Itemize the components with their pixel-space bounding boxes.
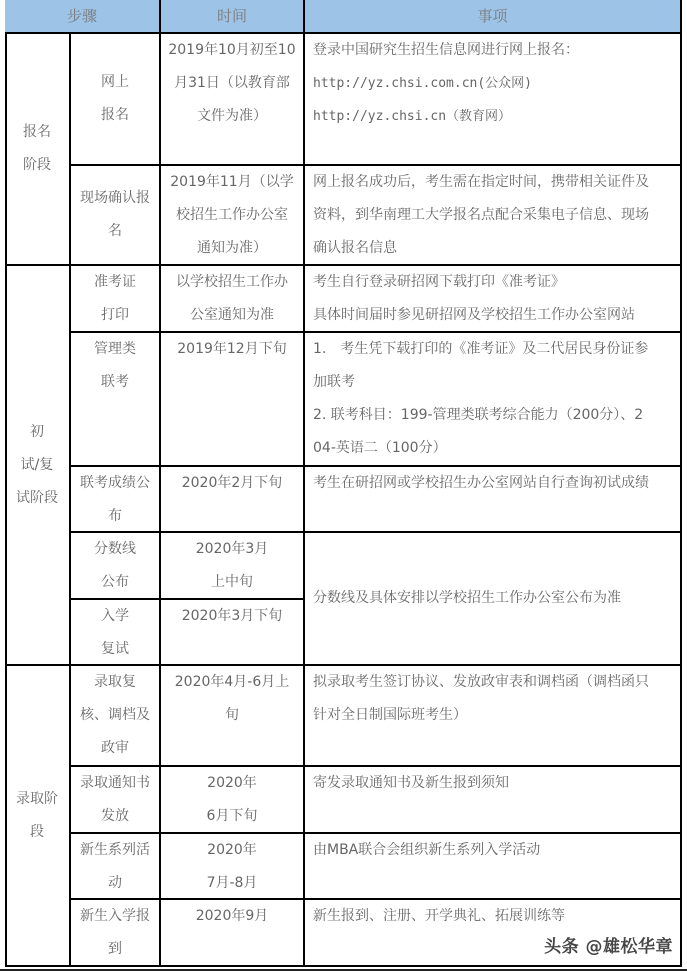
step-label-line: 报名 xyxy=(101,107,129,123)
table-left-border xyxy=(5,32,7,967)
step-label-line: 公布 xyxy=(101,574,129,590)
step-score-release xyxy=(71,467,161,533)
phase-label-line: 初 xyxy=(30,423,44,440)
time-offer-letter xyxy=(161,767,305,834)
step-label-line: 动 xyxy=(108,875,122,891)
time-online-registration xyxy=(161,34,305,166)
time-line: 2020年4月-6月上 xyxy=(174,674,290,690)
items-admission-review xyxy=(305,666,682,767)
time-line: 6月下旬 xyxy=(206,808,258,824)
step-label-line: 现场确认报 xyxy=(80,190,150,206)
step-label-line: 打印 xyxy=(101,307,129,323)
items-freshman-activities xyxy=(305,834,682,900)
phase-exam xyxy=(5,266,71,666)
admissions-schedule-table xyxy=(5,0,682,967)
time-line: 旬 xyxy=(225,707,239,723)
phase-label-line: 试阶段 xyxy=(16,489,58,506)
time-line: 2020年3月下旬 xyxy=(181,608,283,624)
step-online-registration xyxy=(71,34,161,166)
item-line: 拟录取考生签订协议、发放政审表和调档函（调档函只 xyxy=(313,674,649,690)
time-joint-exam xyxy=(161,333,305,467)
time-line: 以学校招生工作办 xyxy=(176,274,288,290)
item-line: 资料，到华南理工大学报名点配合采集电子信息、现场 xyxy=(313,207,649,223)
item-line: 由MBA联合会组织新生系列入学活动 xyxy=(313,842,541,858)
item-line: 寄发录取通知书及新生报到须知 xyxy=(313,775,509,791)
items-online-registration xyxy=(305,34,682,166)
step-label-line: 网上 xyxy=(101,74,129,90)
time-line: 2020年2月下旬 xyxy=(181,475,283,491)
step-admission-ticket xyxy=(71,266,161,333)
time-onsite-confirmation xyxy=(161,166,305,266)
phase-label-line: 试/复 xyxy=(20,456,54,473)
step-label-line: 联考 xyxy=(101,374,129,390)
phase-label-line: 段 xyxy=(30,823,44,840)
time-line: 2019年11月（以学 xyxy=(170,174,294,190)
step-admission-review xyxy=(71,666,161,767)
time-line: 通知为准） xyxy=(197,240,267,256)
items-admission-ticket xyxy=(305,266,682,333)
time-freshman-activities xyxy=(161,834,305,900)
item-line: 新生报到、注册、开学典礼、拓展训练等 xyxy=(313,908,565,924)
phase-registration xyxy=(5,34,71,266)
items-cutoff-and-retest xyxy=(305,533,682,666)
items-score-release xyxy=(305,467,682,533)
watermark: 头条 @雄松华章 xyxy=(544,937,673,957)
time-admission-ticket xyxy=(161,266,305,333)
step-label-line: 核、调档及 xyxy=(80,707,150,723)
phase-label-line: 录取阶 xyxy=(16,790,58,807)
step-enrollment xyxy=(71,900,161,967)
time-line: 月31日（以教育部 xyxy=(174,75,290,91)
time-score-release xyxy=(161,467,305,533)
item-line: 网上报名成功后，考生需在指定时间，携带相关证件及 xyxy=(313,174,649,190)
item-line: 登录中国研究生招生信息网进行网上报名： xyxy=(313,42,579,58)
step-label-line: 录取复 xyxy=(94,674,136,690)
item-line: 加联考 xyxy=(313,374,355,390)
step-label-line: 到 xyxy=(108,941,122,957)
header-items: 事项 xyxy=(305,0,682,34)
item-line: 考生在研招网或学校招生办公室网站自行查询初试成绩 xyxy=(313,475,649,491)
time-line: 7月-8月 xyxy=(206,875,258,891)
time-retest xyxy=(161,600,305,666)
item-line: 04-英语二（100分） xyxy=(313,440,447,456)
time-line: 2020年9月 xyxy=(195,908,269,924)
step-label-line: 政审 xyxy=(101,740,129,756)
education-network-url-link[interactable]: http://yz.chsi.cn（教育网） xyxy=(313,109,512,124)
step-label-line: 准考证 xyxy=(94,274,136,290)
item-line: 2. 联考科目：199-管理类联考综合能力（200分）、2 xyxy=(313,407,644,423)
time-line: 2020年 xyxy=(207,842,257,858)
phase-admission xyxy=(5,666,71,967)
step-label-line: 复试 xyxy=(101,641,129,657)
step-label-line: 录取通知书 xyxy=(80,775,150,791)
time-enrollment xyxy=(161,900,305,967)
item-line: 考生自行登录研招网下载打印《准考证》 xyxy=(313,274,565,290)
step-label-line: 分数线 xyxy=(94,541,136,557)
step-label-line: 名 xyxy=(108,223,122,239)
time-line: 2019年12月下旬 xyxy=(177,341,287,357)
step-label-line: 联考成绩公 xyxy=(80,475,150,491)
items-offer-letter xyxy=(305,767,682,834)
time-admission-review xyxy=(161,666,305,767)
step-offer-letter xyxy=(71,767,161,834)
time-line: 文件为准） xyxy=(197,108,267,124)
step-label-line: 新生系列活 xyxy=(80,842,150,858)
time-line: 上中旬 xyxy=(211,574,253,590)
time-line: 2020年3月 xyxy=(195,541,269,557)
item-line: 分数线及具体安排以学校招生工作办公室公布为准 xyxy=(313,590,621,606)
item-line: 具体时间届时参见研招网及学校招生工作办公室网站 xyxy=(313,307,635,323)
item-line: 1. 考生凭下载打印的《准考证》及二代居民身份证参 xyxy=(313,341,649,357)
step-label-line: 发放 xyxy=(101,808,129,824)
step-freshman-activities xyxy=(71,834,161,900)
header-time: 时间 xyxy=(161,0,305,34)
items-onsite-confirmation xyxy=(305,166,682,266)
time-line: 公室通知为准 xyxy=(190,307,274,323)
item-line: 针对全日制国际班考生） xyxy=(313,707,467,723)
time-cutoff-release xyxy=(161,533,305,600)
step-label-line: 布 xyxy=(108,508,122,524)
items-joint-exam xyxy=(305,333,682,467)
time-line: 校招生工作办公室 xyxy=(176,207,288,223)
step-retest xyxy=(71,600,161,666)
phase-label-line: 报名 xyxy=(23,124,51,140)
step-onsite-confirmation xyxy=(71,166,161,266)
step-label-line: 新生入学报 xyxy=(80,908,150,924)
step-cutoff-release xyxy=(71,533,161,600)
item-line: 确认报名信息 xyxy=(313,240,397,256)
step-label-line: 入学 xyxy=(101,608,129,624)
time-line: 2019年10月初至10 xyxy=(168,42,296,58)
phase-label-line: 阶段 xyxy=(23,157,51,173)
step-joint-exam xyxy=(71,333,161,467)
header-steps: 步骤 xyxy=(5,0,161,34)
step-label-line: 管理类 xyxy=(94,341,136,357)
time-line: 2020年 xyxy=(207,775,257,791)
public-network-url-link[interactable]: http://yz.chsi.com.cn(公众网) xyxy=(313,76,533,91)
